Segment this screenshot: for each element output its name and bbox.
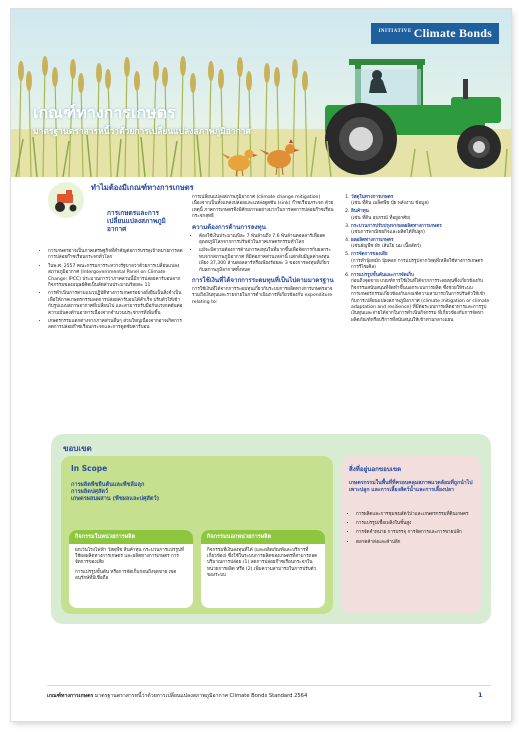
list-item: • เกษตรกรรมแตกต่างจากภาคส่วนอื่นๆ ส่วนใหญ่เนื่องจากอาจเกิดการลดการปล่อยก๊าซเรือนกระจกและการดูดซับคาร์บอน: [48, 319, 183, 332]
out-of-scope-title: สิ่งที่อยู่นอกขอบเขต: [349, 466, 402, 473]
activity-in-unit-body: [75, 548, 189, 585]
page-title: เกณฑ์ทางการเกษตร: [33, 103, 176, 122]
why-question: ทำไมต้องมีเกณฑ์ทางการเกษตร: [91, 183, 194, 192]
list-item: • การผลิตและการชุมชนสัตว์ป่าและเกษตรกรรมที่ดินเกษตร: [356, 512, 482, 518]
document-page: [11, 9, 511, 721]
section-heading: การใช้เงินที่ได้จากการระดมทุนที่เป็นไปตามมาตรฐาน: [192, 277, 334, 285]
activity-out-unit-box: [201, 530, 325, 608]
paragraph: กิจกรรมที่เงินลงทุนที่ได้ (และผลิตภัณฑ์และบริการที่เกี่ยวข้อง) ซึ่งใช้ในระบบการผลิตของเกษตรที่สามารถลดปริมาณการปล่อย (1) ลดการปล่อยก๊าซเรือนกระจกในหน่วยการผลิต หรือ (2) เพิ่มความสามารถในการปรับตัวของระบบ: [207, 548, 318, 578]
list-item: 2. สินค้าทุน (เช่น ที่ดิน อุปกรณ์ ที่อยู่อาศัย): [351, 209, 491, 222]
list-item: 1. วัสดุในทางการเกษตร (เช่น ที่ดิน เมล็ดพืช ปุ๋ย พลังงาน ข้อมูล): [351, 195, 491, 208]
paragraph: การใช้เงินที่ได้จากการระดมทุนเกี่ยวกับระบบการผลิตทางการเกษตรอาจรวมถึงเงินทุนและรายจ่ายในการดำเนินการที่เกี่ยวข้องกับ expenditure relating to:: [192, 287, 333, 305]
in-scope-box: [61, 456, 333, 614]
list-item: การผลิตปศุสัตว์: [71, 489, 109, 496]
paragraph: การเปลี่ยนแปลงสภาพภูมิอากาศ (climate change mitigation) เนื่องจากเป็นทั้งแหล่งปล่อยและแหล่งดูดซับ (sink) ก๊าซเรือนกระจก ด้วยเหตุนี้ ภาคการเกษตรจึงมีศักยภาพอย่างมากในการลดการปล่อยก๊าซเรือนกระจกสุทธิ: [192, 195, 334, 220]
footer-divider: [47, 685, 491, 686]
activity-in-unit-heading: กิจกรรมในหน่วยการผลิต: [69, 530, 193, 544]
paragraph: การแปรรูปขั้นต้น หรือการจัดเก็บก่อนถึงจุดขาย เขตอนุรักษ์ที่มีเชื่อถือ: [75, 569, 177, 581]
scope-title: ขอบเขต: [63, 444, 92, 453]
out-of-scope-list: [349, 512, 482, 549]
list-item: • ต้องใช้เงินประมาณปีละ 7 พันล้านถึง 7.6 พันล้านดอลลาร์เพื่อลดอุณหภูมิโลกจากการปรับตัวในภาคเกษตรกรรมทั่วโลก: [199, 234, 334, 247]
activity-out-unit-heading: กิจกรรมนอกหน่วยการผลิต: [201, 530, 325, 544]
footer: เกณฑ์ทางการเกษตร มาตรฐานตราสารหนี้ว่าด้วยการเปลี่ยนแปลงสภาพภูมิอากาศ Climate Bonds Standard 2564: [47, 693, 308, 699]
out-of-scope-summary: เกษตรกรรมในพื้นที่ที่ครอบคลุมสภาพแวดล้อมที่ถูกนำไปเพาะปลูก และการเลี้ยงสัตว์น้ำและการเลี้ยงปลา: [349, 480, 473, 493]
page-subtitle: มาตรฐานตราสารหนี้ว่าด้วยการเปลี่ยนแปลงสภาพภูมิอากาศ: [33, 127, 251, 137]
scope-panel: [51, 434, 491, 624]
out-of-scope-box: [341, 456, 481, 614]
list-item: • ในพ.ศ. 2557 คณะกรรมการระหว่างรัฐบาลว่าด้วยการเปลี่ยนแปลงสภาพภูมิอากาศ (Intergovernmental Panel on Climate Change: IPCC) ประมาณการว่าภาคส่วนนี้มีการปล่อยคาร์บอนจากกิจกรรมของมนุษย์คิดเป็นสัดส่วนประมาณร้อยละ 11: [48, 264, 183, 290]
climate-bonds-logo: $^{INITIATIVE}$ Climate Bonds: [371, 23, 499, 44]
list-item: • แม้จะมีความต้องการด้านการลงทุนในที่มากขึ้นเพื่อจัดการกับผลกระทบจากสภาพภูมิอากาศ ที่มีต่อภาคส่วนเหล่านี้ แต่กลับมีมูลค่าลงทุนเพียง 37,300 ล้านดอลลาร์หรือเพียงร้อยละ 3 ของการลงทุนที่เกี่ยวกับสภาพภูมิอากาศทั้งหมด: [199, 248, 334, 274]
list-item: • การจัดจำหน่าย การบรรจุ การจัดการและการขายปลีก: [356, 530, 482, 536]
column-2: [192, 195, 334, 308]
in-scope-list: [71, 482, 159, 504]
column-1: [41, 249, 183, 334]
activity-in-unit-box: [69, 530, 193, 608]
hero-banner: [11, 9, 511, 177]
list-item: 3. กระบวนการปรับปรุงจากผลผลิตทางการเกษตร (เช่นการพาณิชยกิจและผลิตได้ที่ปลูก): [351, 224, 491, 237]
why-answer: การเกษตรและการเปลี่ยนแปลงสภาพภูมิอากาศ: [107, 209, 166, 233]
tractor-badge-icon: [47, 181, 85, 219]
column-3: [343, 195, 491, 326]
list-item: • การแปรรูปเชื้อเพลิงในชั้นสูง: [356, 521, 482, 527]
list-item: • การดำเนินการตามแนวปฏิบัติทางการเกษตรอย่างยั่งยืนเป็นสิ่งจำเป็นเพื่อให้ภาคเกษตรกรรมลดการปล่อยคาร์บอนได้สำเร็จ ปรับตัวให้เข้ากับรูปแบบสภาพอากาศที่เปลี่ยนไป และสามารถรับมือกับแรงกดดันต่อความมั่นคงด้านอาหารเนื่องจากจำนวนประชากรที่เพิ่มขึ้น: [48, 291, 183, 317]
in-scope-title: In Scope: [71, 464, 108, 473]
paragraph: ยกเว้นโรงไฟฟ้า วัสดุพืช สินค้าทุน กระบวนการแปรรูปที่ใช้ผลผลิตทางการเกษตร และผลิตทางการเกษตร การจัดการของเสีย: [75, 548, 184, 566]
page-number: 1: [478, 691, 483, 699]
section-heading: ความต้องการด้านการลงทุน: [192, 223, 266, 231]
activity-out-unit-body: [207, 548, 321, 582]
list-item: 4. ผลผลิตทางการเกษตร (เช่นธัญพืช ผัก เส้นใย นม เนื้อสัตว์): [351, 238, 491, 251]
list-item: เกษตรผสมผสาน (พืชผลและปศุสัตว์): [71, 496, 160, 503]
list-item: 6. การแปรรูปขั้นต้นและการจัดเก็บ ก่อนถึงจุดขาย เกณฑ์การใช้เงินที่ได้จากการระดมทุนซึ่งเกี่ยวข้องกับกิจกรรมสนับสนุนที่จัดทำขึ้นนอกระบบการผลิต ซึ่งช่วยให้ระบบการเกษตรกรรมเกี่ยวข้องกับเกณฑ์ความสามารถในการปรับตัวให้เข้ากับการเปลี่ยนแปลงสภาพภูมิอากาศ (climate mitigation or climate adaptation and resilience) ที่มีต่อระบบการผลิตอาหารและการรูปเงินทุนและจ่ายได้จากในการดำเนินกิจกรรม ที่เกี่ยวข้องกับการจัดหาผลิตภัณฑ์หรือบริการที่สนับสนุนให้เข้าท่ามกลางแผน: [351, 273, 491, 324]
list-item: การผลิตพืชยืนต้นและพืชล้มลุก: [71, 482, 145, 488]
list-item: • ตลาดค้าส่งและค้าปลีก: [356, 540, 482, 546]
list-item: 5. การจัดการของเสีย (การทำปุ๋ยหมัก ปุ๋ยคอก การแปรรูปจากวัสดุที่เหลือใช้ทางการเกษตร การรีไซเคิล): [351, 252, 491, 271]
list-item: • การเกษตรอาจเป็นภาคเศรษฐกิจที่สำคัญต่อการบรรลุเป้าหมายการลดการปล่อยก๊าซเรือนกระจกทั่วโลก: [48, 249, 183, 262]
